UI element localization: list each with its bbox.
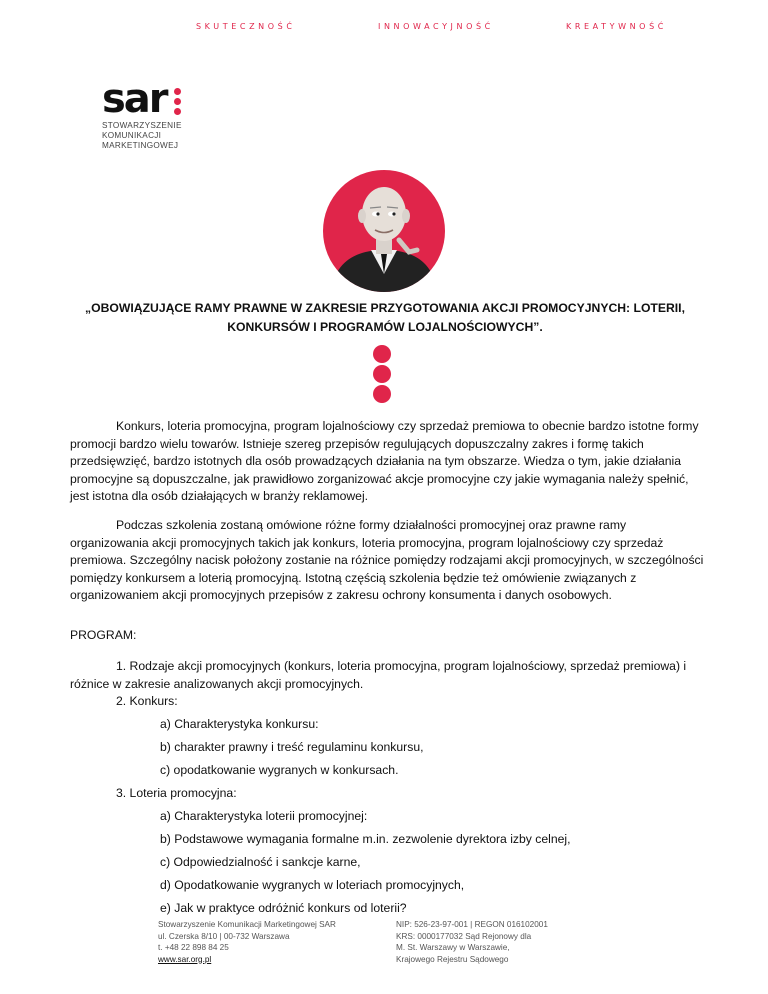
footer-line: Stowarzyszenie Komunikacji Marketingowej SAR bbox=[158, 920, 336, 929]
logo-subtitle-line: MARKETINGOWEJ bbox=[102, 141, 179, 150]
program-item-2: 2. Konkurs: bbox=[116, 694, 178, 708]
tagline-innovation: INNOWACYJNOŚĆ bbox=[378, 22, 494, 31]
footer-line: NIP: 526-23-97-001 | REGON 016102001 bbox=[396, 920, 548, 929]
training-description-paragraph: Podczas szkolenia zostaną omówione różne formy działalności promocyjnej oraz prawne ramy organizowania akcji promocyjnych takich jak konkurs, loteria promocyjna, program lojalnościowy czy sprzedaż premiowa. Szczególny nacisk położony zostanie na różnice pomiędzy rodzajami akcji promocyjnych, w szczególności pomiędzy konkursem a loterią promocyjną. Istotną częścią szkolenia będzie też omówienie związanych z organizowaniem akcji promocyjnych przepisów z zakresu ochrony konsumenta i danych osobowych. bbox=[70, 518, 704, 602]
speaker-portrait-icon bbox=[323, 170, 445, 292]
logo-subtitle-line: STOWARZYSZENIE bbox=[102, 121, 182, 130]
footer-line: t. +48 22 898 84 25 bbox=[158, 943, 229, 952]
tagline-effectiveness: SKUTECZNOŚĆ bbox=[196, 22, 296, 31]
logo-dots-icon bbox=[174, 88, 183, 118]
program-subitem: c) opodatkowanie wygranych w konkursach. bbox=[160, 763, 399, 777]
website-link[interactable]: www.sar.org.pl bbox=[158, 954, 212, 964]
logo-subtitle-line: KOMUNIKACJI bbox=[102, 131, 162, 140]
logo-subtitle bbox=[102, 121, 182, 151]
program-subitem: a) Charakterystyka loterii promocyjnej: bbox=[160, 809, 368, 823]
footer-registration bbox=[396, 919, 548, 965]
program-subitem: d) Opodatkowanie wygranych w loteriach promocyjnych, bbox=[160, 878, 465, 892]
footer-address bbox=[158, 919, 336, 965]
tagline-creativity: KREATYWNOŚĆ bbox=[566, 22, 667, 31]
title-line: KONKURSÓW I PROGRAMÓW LOJALNOŚCIOWYCH”. bbox=[227, 320, 543, 334]
footer-line: KRS: 0000177032 Sąd Rejonowy dla bbox=[396, 931, 532, 941]
intro-paragraph: Konkurs, loteria promocyjna, program lojalnościowy czy sprzedaż premiowa to obecnie bardzo istotne formy promocji bardzo wielu towarów. Istnieje szereg przepisów regulujących dopuszczalny zakres i formę takich przedsięwzięć, bardzo istotnych dla osób prowadzących działania na tym obszarze. Wiedza o tym, jakie działania promocyjne są dopuszczalne, jak prawidłowo zorganizować akcje promocyjne czy jakie wymagania należy spełnić, jest istotna dla osób działających w branży reklamowej. bbox=[70, 419, 699, 503]
program-subitem: a) Charakterystyka konkursu: bbox=[160, 717, 319, 731]
footer-line: M. St. Warszawy w Warszawie, bbox=[396, 943, 510, 952]
sar-logo bbox=[102, 76, 182, 151]
program-item-1: 1. Rodzaje akcji promocyjnych (konkurs, loteria promocyjna, program lojalnościowy, sprzedaż premiowa) i różnice w zakresie analizowanych akcji promocyjnych. bbox=[70, 659, 687, 691]
title-line: „OBOWIĄZUJĄCE RAMY PRAWNE W ZAKRESIE PRZYGOTOWANIA AKCJI PROMOCYJNYCH: LOTERII, bbox=[85, 301, 685, 315]
document-title bbox=[70, 299, 700, 337]
logo-wordmark: sar bbox=[102, 76, 167, 122]
program-subitem: c) Odpowiedzialność i sankcje karne, bbox=[160, 855, 361, 869]
program-subitem: b) Podstawowe wymagania formalne m.in. zezwolenie dyrektora izby celnej, bbox=[160, 832, 571, 846]
program-item-3: 3. Loteria promocyjna: bbox=[116, 786, 237, 800]
program-subitem: b) charakter prawny i treść regulaminu konkursu, bbox=[160, 740, 424, 754]
decorative-dots-icon bbox=[373, 345, 393, 405]
program-heading: PROGRAM: bbox=[70, 628, 137, 642]
footer-line: ul. Czerska 8/10 | 00-732 Warszawa bbox=[158, 931, 290, 941]
program-subitem: e) Jak w praktyce odróżnić konkurs od loterii? bbox=[160, 901, 407, 915]
footer-line: Krajowego Rejestru Sądowego bbox=[396, 954, 509, 964]
